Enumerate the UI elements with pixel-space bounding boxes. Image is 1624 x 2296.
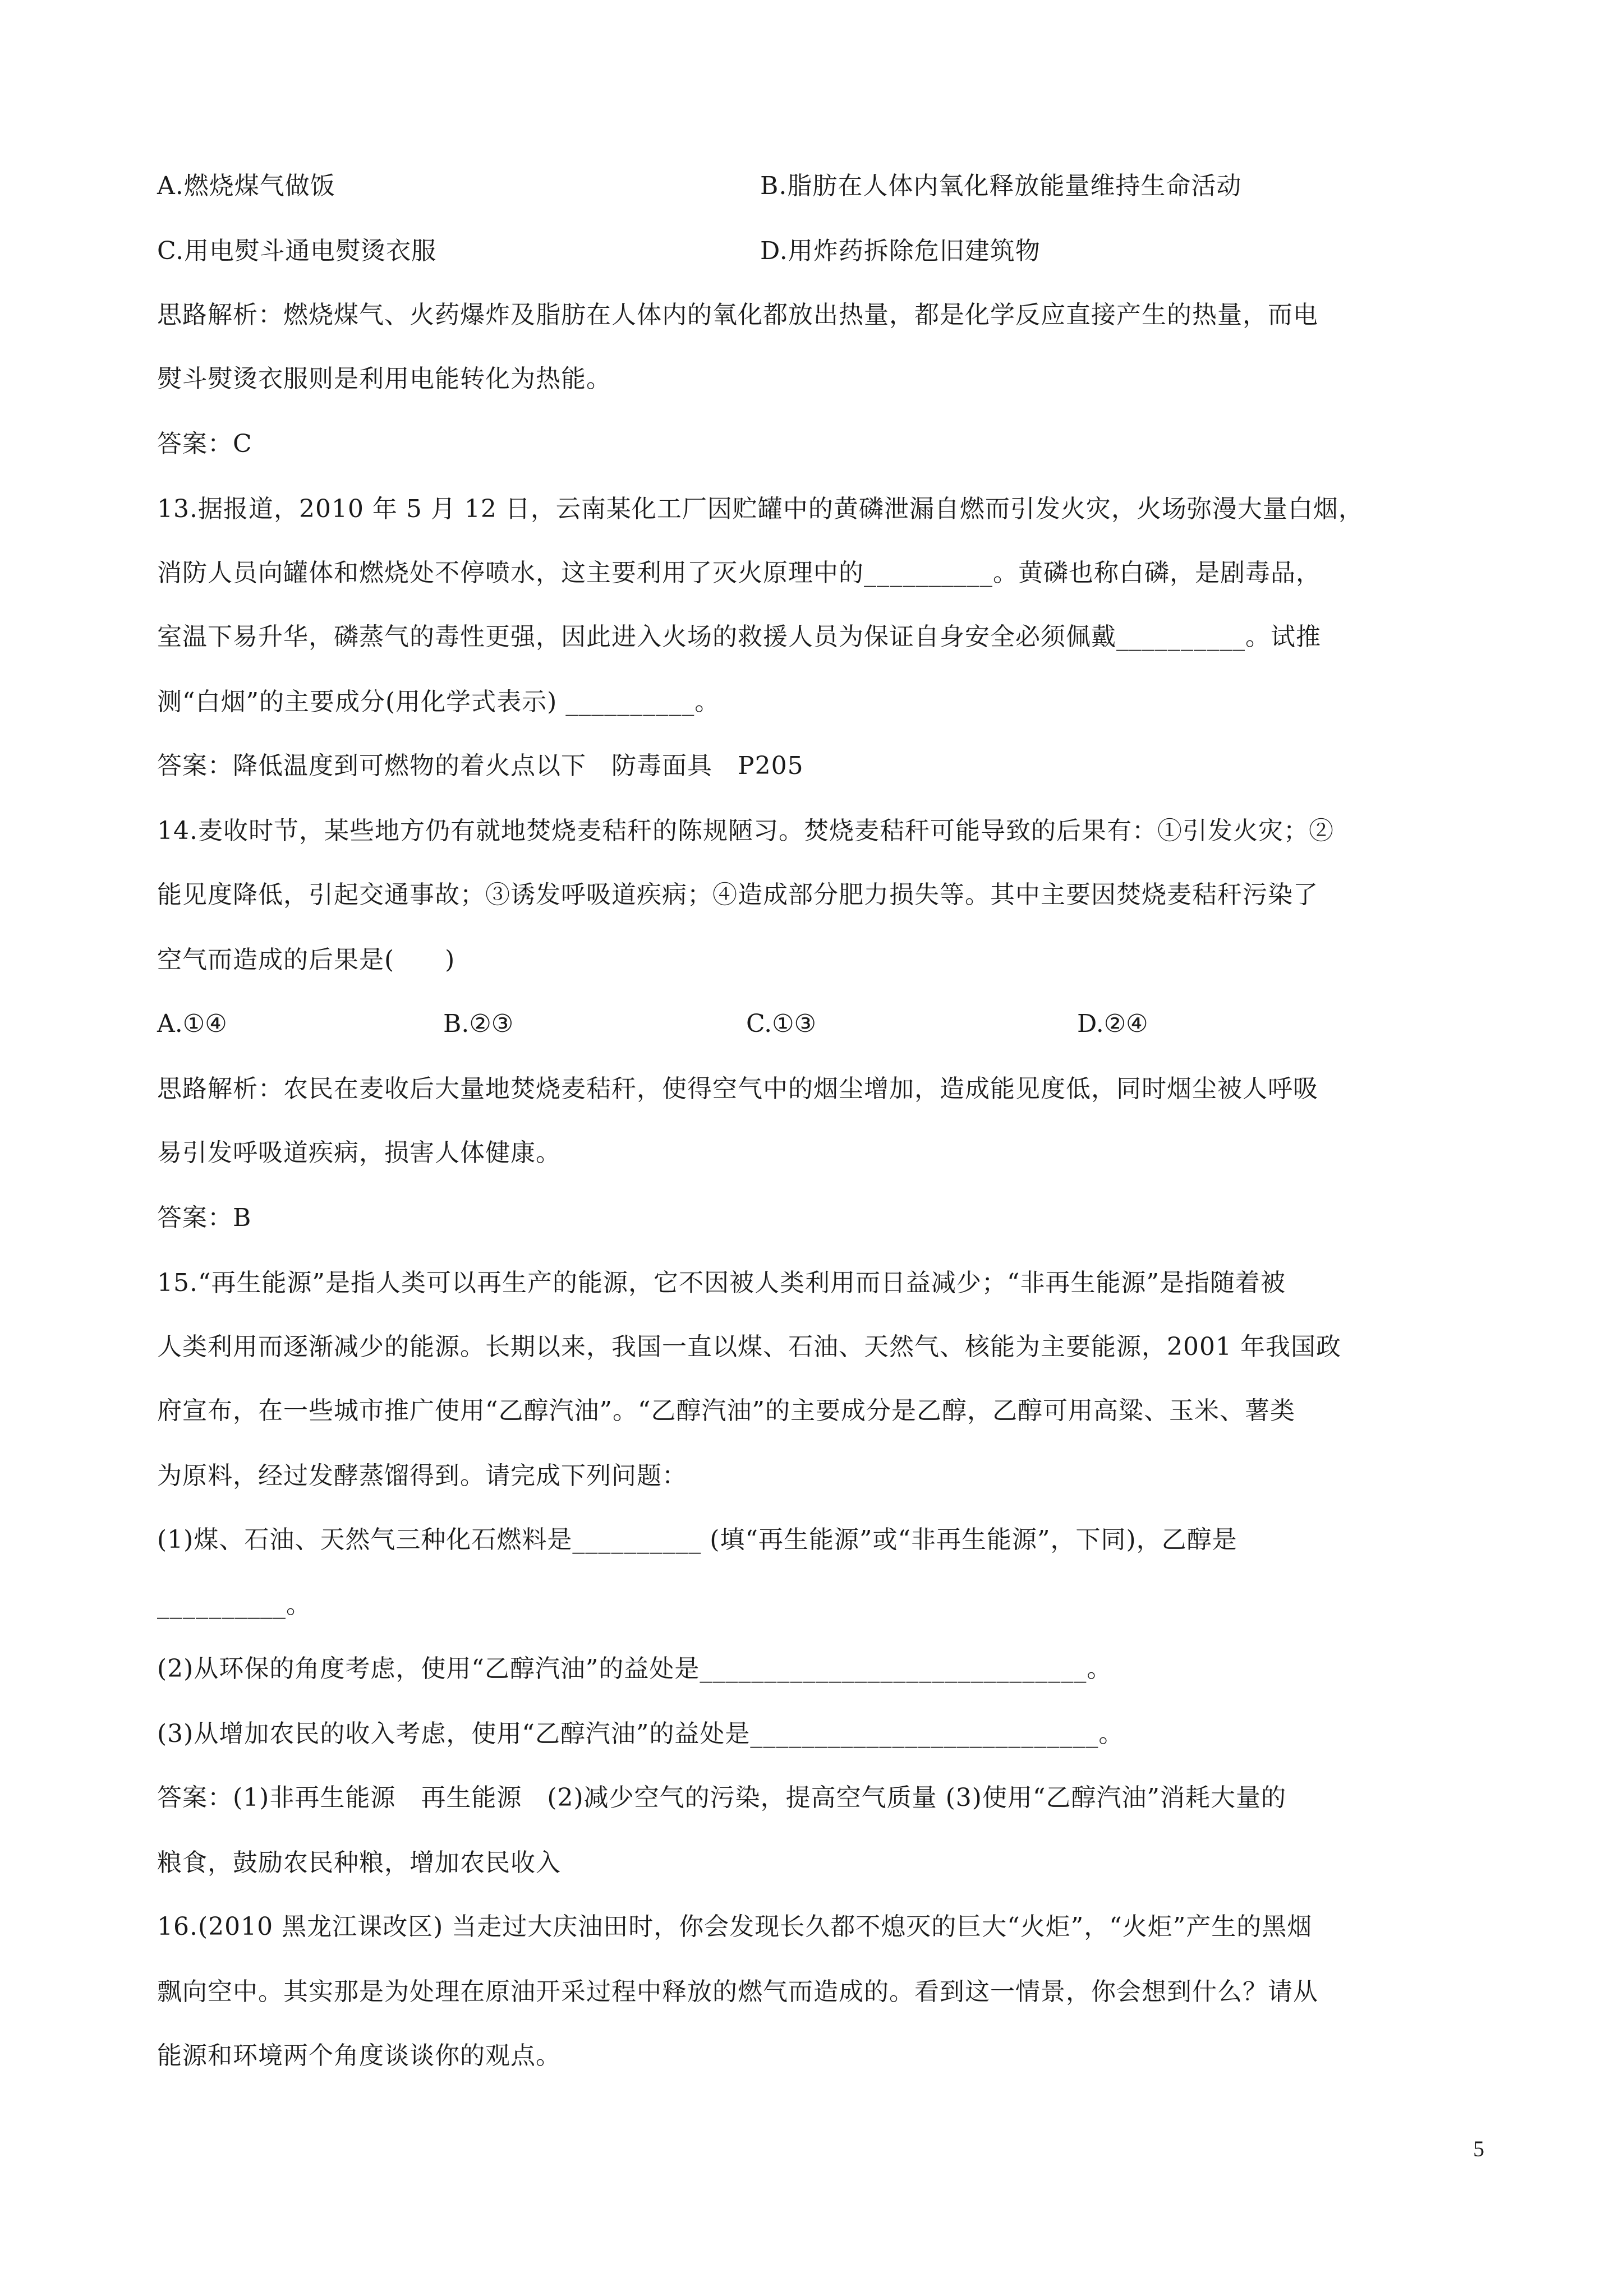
q16-text-line: 飘向空中。其实那是为处理在原油开采过程中释放的燃气而造成的。看到这一情景，你会想到什么？请从 [157, 1977, 1318, 2006]
q14-option-b: B.②③ [443, 1009, 514, 1038]
q13-text-line: 消防人员向罐体和燃烧处不停喷水，这主要利用了灭火原理中的__________。黄磷也称白磷，是剧毒品， [157, 559, 1321, 587]
q12-option-d: D.用炸药拆除危旧建筑物 [760, 237, 1041, 265]
q12-answer: 答案：C [157, 430, 252, 458]
q13-text-line: 室温下易升华，磷蒸气的毒性更强，因此进入火场的救援人员为保证自身安全必须佩戴__________。试推 [157, 623, 1321, 651]
q15-sub3: (3)从增加农民的收入考虑，使用“乙醇汽油”的益处是___________________________。 [157, 1719, 1124, 1748]
q13-text-line: 测“白烟”的主要成分(用化学式表示) __________。 [157, 688, 720, 716]
q15-sub2: (2)从环保的角度考虑，使用“乙醇汽油”的益处是______________________________。 [157, 1654, 1112, 1683]
q14-analysis-line: 易引发呼吸道疾病，损害人体健康。 [157, 1138, 561, 1167]
q15-text-line: 府宣布，在一些城市推广使用“乙醇汽油”。“乙醇汽油”的主要成分是乙醇，乙醇可用高粱、玉米、薯类 [157, 1396, 1295, 1425]
q14-answer: 答案：B [157, 1204, 252, 1232]
q14-option-d: D.②④ [1077, 1009, 1148, 1038]
q16-text-line: 16.(2010 黑龙江课改区) 当走过大庆油田时，你会发现长久都不熄灭的巨大“火炬”，“火炬”产生的黑烟 [157, 1912, 1313, 1941]
q14-text-line: 空气而造成的后果是( ) [157, 946, 456, 974]
q13-answer: 答案：降低温度到可燃物的着火点以下 防毒面具 P205 [157, 751, 804, 780]
q15-text-line: 为原料，经过发酵蒸馏得到。请完成下列问题： [157, 1461, 687, 1490]
q14-option-c: C.①③ [746, 1009, 816, 1038]
q12-option-c: C.用电熨斗通电熨烫衣服 [157, 237, 437, 265]
q12-analysis-line: 思路解析：燃烧煤气、火药爆炸及脂肪在人体内的氧化都放出热量，都是化学反应直接产生的热量，而电 [157, 301, 1318, 329]
page-number: 5 [1473, 2136, 1484, 2161]
q15-sub1-line: __________。 [157, 1590, 311, 1619]
q14-text-line: 14.麦收时节，某些地方仍有就地焚烧麦秸秆的陈规陋习。焚烧麦秸秆可能导致的后果有：①引发火灾；② [157, 817, 1334, 845]
q12-option-a: A.燃烧煤气做饭 [157, 172, 335, 200]
q14-analysis-line: 思路解析：农民在麦收后大量地焚烧麦秸秆，使得空气中的烟尘增加，造成能见度低，同时烟尘被人呼吸 [157, 1075, 1318, 1103]
q12-analysis-line: 熨斗熨烫衣服则是利用电能转化为热能。 [157, 365, 611, 393]
q16-text-line: 能源和环境两个角度谈谈你的观点。 [157, 2041, 561, 2070]
q12-option-b: B.脂肪在人体内氧化释放能量维持生命活动 [760, 172, 1242, 200]
q13-text-line: 13.据报道，2010 年 5 月 12 日，云南某化工厂因贮罐中的黄磷泄漏自燃而引发火灾，火场弥漫大量白烟， [157, 495, 1364, 523]
q15-answer-line: 答案：(1)非再生能源 再生能源 (2)减少空气的污染，提高空气质量 (3)使用“乙醇汽油”消耗大量的 [157, 1783, 1286, 1812]
q15-text-line: 人类利用而逐渐减少的能源。长期以来，我国一直以煤、石油、天然气、核能为主要能源，2001 年我国政 [157, 1333, 1341, 1361]
q15-sub1-line: (1)煤、石油、天然气三种化石燃料是__________ (填“再生能源”或“非再生能源”，下同)，乙醇是 [157, 1525, 1237, 1554]
q15-text-line: 15.“再生能源”是指人类可以再生产的能源，它不因被人类利用而日益减少；“非再生能源”是指随着被 [157, 1269, 1286, 1297]
q15-answer-line: 粮食，鼓励农民种粮，增加农民收入 [157, 1848, 561, 1877]
q14-text-line: 能见度降低，引起交通事故；③诱发呼吸道疾病；④造成部分肥力损失等。其中主要因焚烧麦秸秆污染了 [157, 880, 1318, 909]
q14-option-a: A.①④ [157, 1009, 227, 1038]
